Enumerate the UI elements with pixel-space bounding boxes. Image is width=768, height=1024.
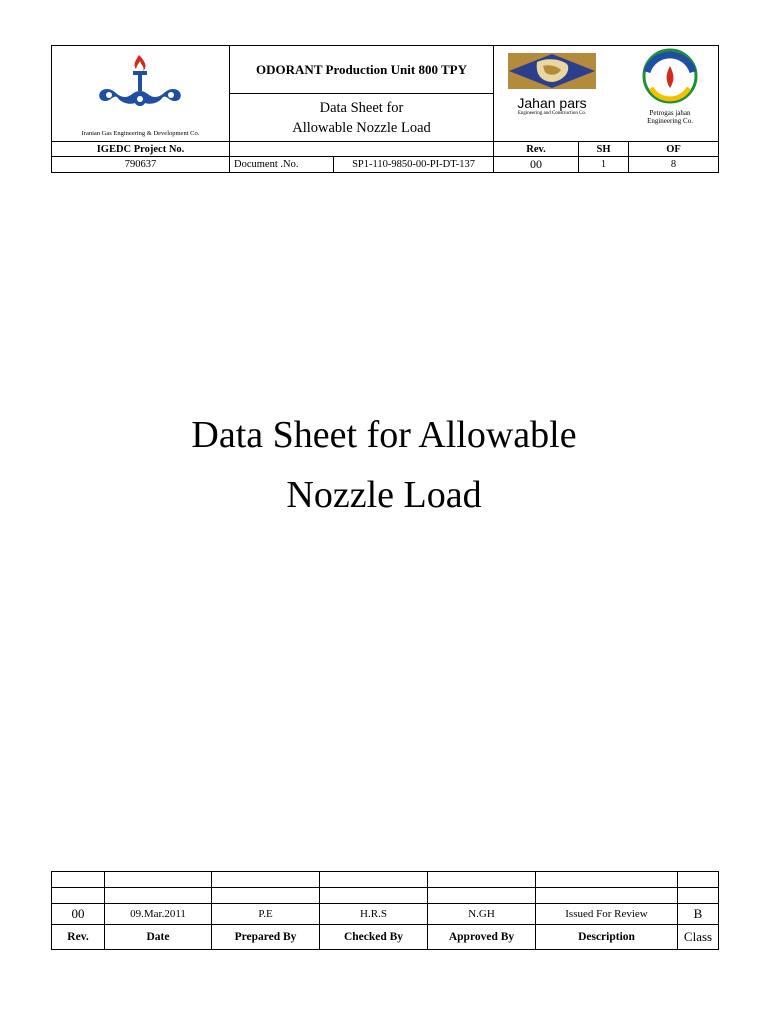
revision-approved-cell: N.GH — [428, 904, 536, 925]
revision-label-row — [52, 925, 719, 950]
main-title-line1: Data Sheet for Allowable — [191, 414, 577, 456]
prepared-by-column-label: Prepared By — [212, 925, 320, 950]
rev-column-label: Rev. — [52, 925, 105, 950]
description-column-label: Description — [536, 925, 678, 950]
sh-label: SH — [579, 142, 629, 157]
revision-checked-cell: H.R.S — [320, 904, 428, 925]
petrogas-name-line1: Petrogas jahan — [649, 109, 691, 117]
petrogas-emblem-icon — [641, 48, 699, 104]
date-column-label: Date — [105, 925, 212, 950]
revision-date-cell: 09.Mar.2011 — [105, 904, 212, 925]
revision-table — [51, 871, 718, 950]
document-no-label: Document .No. — [230, 157, 334, 173]
nioc-logo-icon — [93, 51, 189, 121]
company-logo-cell — [52, 46, 230, 142]
revision-rev-cell: 00 — [52, 904, 105, 925]
jahan-pars-logo — [502, 52, 602, 116]
doc-title-line2: Allowable Nozzle Load — [292, 119, 431, 136]
revision-prepared-cell: P.E — [212, 904, 320, 925]
revision-description-cell: Issued For Review — [536, 904, 678, 925]
igedc-value: 790637 — [52, 157, 230, 173]
revision-empty-row — [52, 888, 719, 904]
partner-logos-cell — [494, 46, 719, 142]
project-title: ODORANT Production Unit 800 TPY — [230, 46, 494, 94]
main-title-line2: Nozzle Load — [286, 474, 482, 516]
checked-by-column-label: Checked By — [320, 925, 428, 950]
jahan-pars-emblem-icon — [507, 52, 597, 90]
revision-empty-row — [52, 872, 719, 888]
jahan-pars-name: Jahan pars — [517, 95, 587, 111]
doc-title-line1: Data Sheet for — [319, 99, 404, 116]
petrogas-name-line2: Engineering Co. — [647, 117, 693, 125]
main-title — [0, 405, 768, 525]
document-header — [51, 45, 718, 172]
petrogas-logo — [630, 48, 710, 125]
blank-cell — [230, 142, 494, 157]
revision-row — [52, 904, 719, 925]
doc-title — [230, 94, 494, 142]
class-column-label: Class — [678, 925, 719, 950]
of-value: 8 — [629, 157, 719, 173]
document-no-value: SP1-110-9850-00-PI-DT-137 — [334, 157, 494, 173]
revision-class-cell: B — [678, 904, 719, 925]
jahan-pars-subtitle: Engineering and Construction Co. — [517, 111, 587, 116]
of-label: OF — [629, 142, 719, 157]
rev-value: 00 — [494, 157, 579, 173]
igedc-label: IGEDC Project No. — [52, 142, 230, 157]
sh-value: 1 — [579, 157, 629, 173]
company-caption: Iranian Gas Engineering & Development Co. — [81, 130, 200, 137]
approved-by-column-label: Approved By — [428, 925, 536, 950]
rev-label: Rev. — [494, 142, 579, 157]
